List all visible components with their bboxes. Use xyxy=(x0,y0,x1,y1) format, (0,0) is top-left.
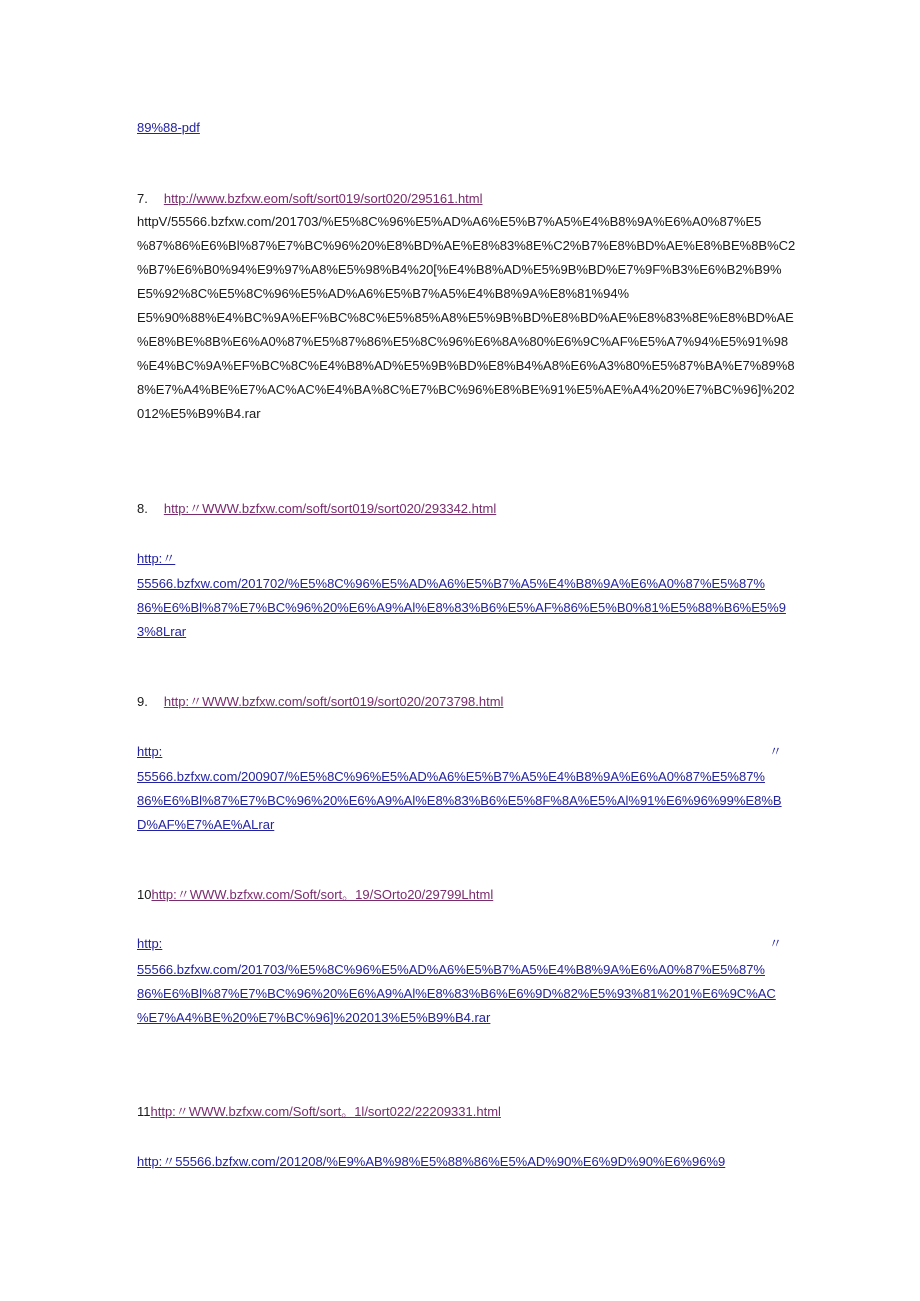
download-line: E5%92%8C%E5%8C%96%E5%AD%A6%E5%B7%A5%E4%B8%9A%E8%81%94% xyxy=(137,286,630,301)
download-link[interactable]: 55566.bzfxw.com/201702/%E5%8C%96%E5%AD%A6%E5%B7%A5%E4%B8%9A%E6%A0%87%E5%87% xyxy=(137,576,765,591)
download-line xyxy=(137,1153,725,1170)
source-url-link[interactable]: http:〃WWW.bzfxw.com/soft/sort019/sort020/293342.html xyxy=(163,501,497,516)
download-link[interactable]: 86%E6%Bl%87%E7%BC%96%20%E6%A9%Al%E8%83%B6%E5%AF%86%E5%B0%81%E5%88%B6%E5%9 xyxy=(137,600,786,615)
entry-number: 11 xyxy=(137,1104,151,1119)
download-line: 8%E7%A4%BE%E7%AC%AC%E4%BA%8C%E7%BC%96%E8%BE%91%E5%AE%A4%20%E7%BC%96]%202 xyxy=(137,382,795,397)
download-link[interactable]: 55566.bzfxw.com/200907/%E5%8C%96%E5%AD%A6%E5%B7%A5%E4%B8%9A%E6%A0%87%E5%87% xyxy=(137,769,765,784)
entry-10-header xyxy=(137,886,493,903)
download-line: %87%86%E6%Bl%87%E7%BC%96%20%E8%BD%AE%E8%83%8E%C2%B7%E8%BD%AE%E8%BE%8B%C2 xyxy=(137,238,796,253)
source-url-link[interactable]: http:〃WWW.bzfxw.com/Soft/sort。19/SOrto20/29799Lhtml xyxy=(151,887,494,902)
source-url-link[interactable]: http:〃WWW.bzfxw.com/soft/sort019/sort020/2073798.html xyxy=(163,694,504,709)
source-url-link[interactable]: http:〃WWW.bzfxw.com/Soft/sort。1l/sort022/22209331.html xyxy=(150,1104,501,1119)
download-link[interactable]: 55566.bzfxw.com/201703/%E5%8C%96%E5%AD%A6%E5%B7%A5%E4%B8%9A%E6%A0%87%E5%87% xyxy=(137,962,765,977)
download-link[interactable]: http:〃55566.bzfxw.com/201208/%E9%AB%98%E5%88%86%E5%AD%90%E6%9D%90%E6%96%9 xyxy=(137,1154,726,1169)
download-line: %E8%BE%8B%E6%A0%87%E5%87%86%E5%8C%96%E6%8A%80%E6%9C%AF%E5%A7%94%E5%91%98 xyxy=(137,334,789,349)
download-first-line xyxy=(137,550,175,567)
download-first-line xyxy=(137,935,782,952)
download-line xyxy=(137,599,786,616)
entry-number: 8. xyxy=(137,501,148,516)
download-link-end: 〃 xyxy=(768,936,782,951)
download-line: 012%E5%B9%B4.rar xyxy=(137,406,261,421)
download-link[interactable]: D%AF%E7%AE%ALrar xyxy=(137,817,275,832)
entry-number: 7. xyxy=(137,191,148,206)
download-link[interactable] xyxy=(137,935,782,952)
download-line xyxy=(137,1009,490,1026)
entry-number: 10 xyxy=(137,887,152,902)
download-link-fragment[interactable]: 89%88-pdf xyxy=(137,120,200,135)
download-line xyxy=(137,985,776,1002)
download-line: %E4%BC%9A%EF%BC%8C%E4%B8%AD%E5%9B%BD%E8%B4%A8%E6%A3%80%E5%87%BA%E7%89%8 xyxy=(137,358,795,373)
download-line: httpV/55566.bzfxw.com/201703/%E5%8C%96%E5%AD%A6%E5%B7%A5%E4%B8%9A%E6%A0%87%E5 xyxy=(137,214,762,229)
entry-11-header xyxy=(137,1103,501,1120)
download-line xyxy=(137,623,186,640)
source-url-link[interactable]: http://www.bzfxw.eom/soft/sort019/sort020/295161.html xyxy=(163,191,483,206)
download-line xyxy=(137,768,765,785)
entry-9-header xyxy=(137,693,503,710)
download-line xyxy=(137,792,782,809)
download-link[interactable] xyxy=(137,743,782,760)
download-link[interactable]: 86%E6%Bl%87%E7%BC%96%20%E6%A9%Al%E8%83%B6%E6%9D%82%E5%93%81%201%E6%9C%AC xyxy=(137,986,776,1001)
entry-number: 9. xyxy=(137,694,148,709)
download-link[interactable]: http:〃 xyxy=(137,551,176,566)
download-line xyxy=(137,961,765,978)
top-fragment-line xyxy=(137,119,200,136)
download-line: %B7%E6%B0%94%E9%97%A8%E5%98%B4%20[%E4%B8%AD%E5%9B%BD%E7%9F%B3%E6%B2%B9% xyxy=(137,262,782,277)
download-link-end: 〃 xyxy=(768,744,782,759)
entry-8-header xyxy=(137,500,496,517)
download-line xyxy=(137,816,274,833)
download-link-start: http: xyxy=(137,744,163,759)
download-line: E5%90%88%E4%BC%9A%EF%BC%8C%E5%85%A8%E5%9B%BD%E8%BD%AE%E8%83%8E%E8%BD%AE xyxy=(137,310,794,325)
download-link[interactable]: 3%8Lrar xyxy=(137,624,187,639)
download-link[interactable]: 86%E6%Bl%87%E7%BC%96%20%E6%A9%Al%E8%83%B6%E5%8F%8A%E5%Al%91%E6%96%99%E8%B xyxy=(137,793,782,808)
download-first-line xyxy=(137,743,782,760)
download-line xyxy=(137,575,765,592)
download-link[interactable]: %E7%A4%BE%20%E7%BC%96]%202013%E5%B9%B4.rar xyxy=(137,1010,491,1025)
download-link-start: http: xyxy=(137,936,163,951)
entry-7-header xyxy=(137,190,483,207)
